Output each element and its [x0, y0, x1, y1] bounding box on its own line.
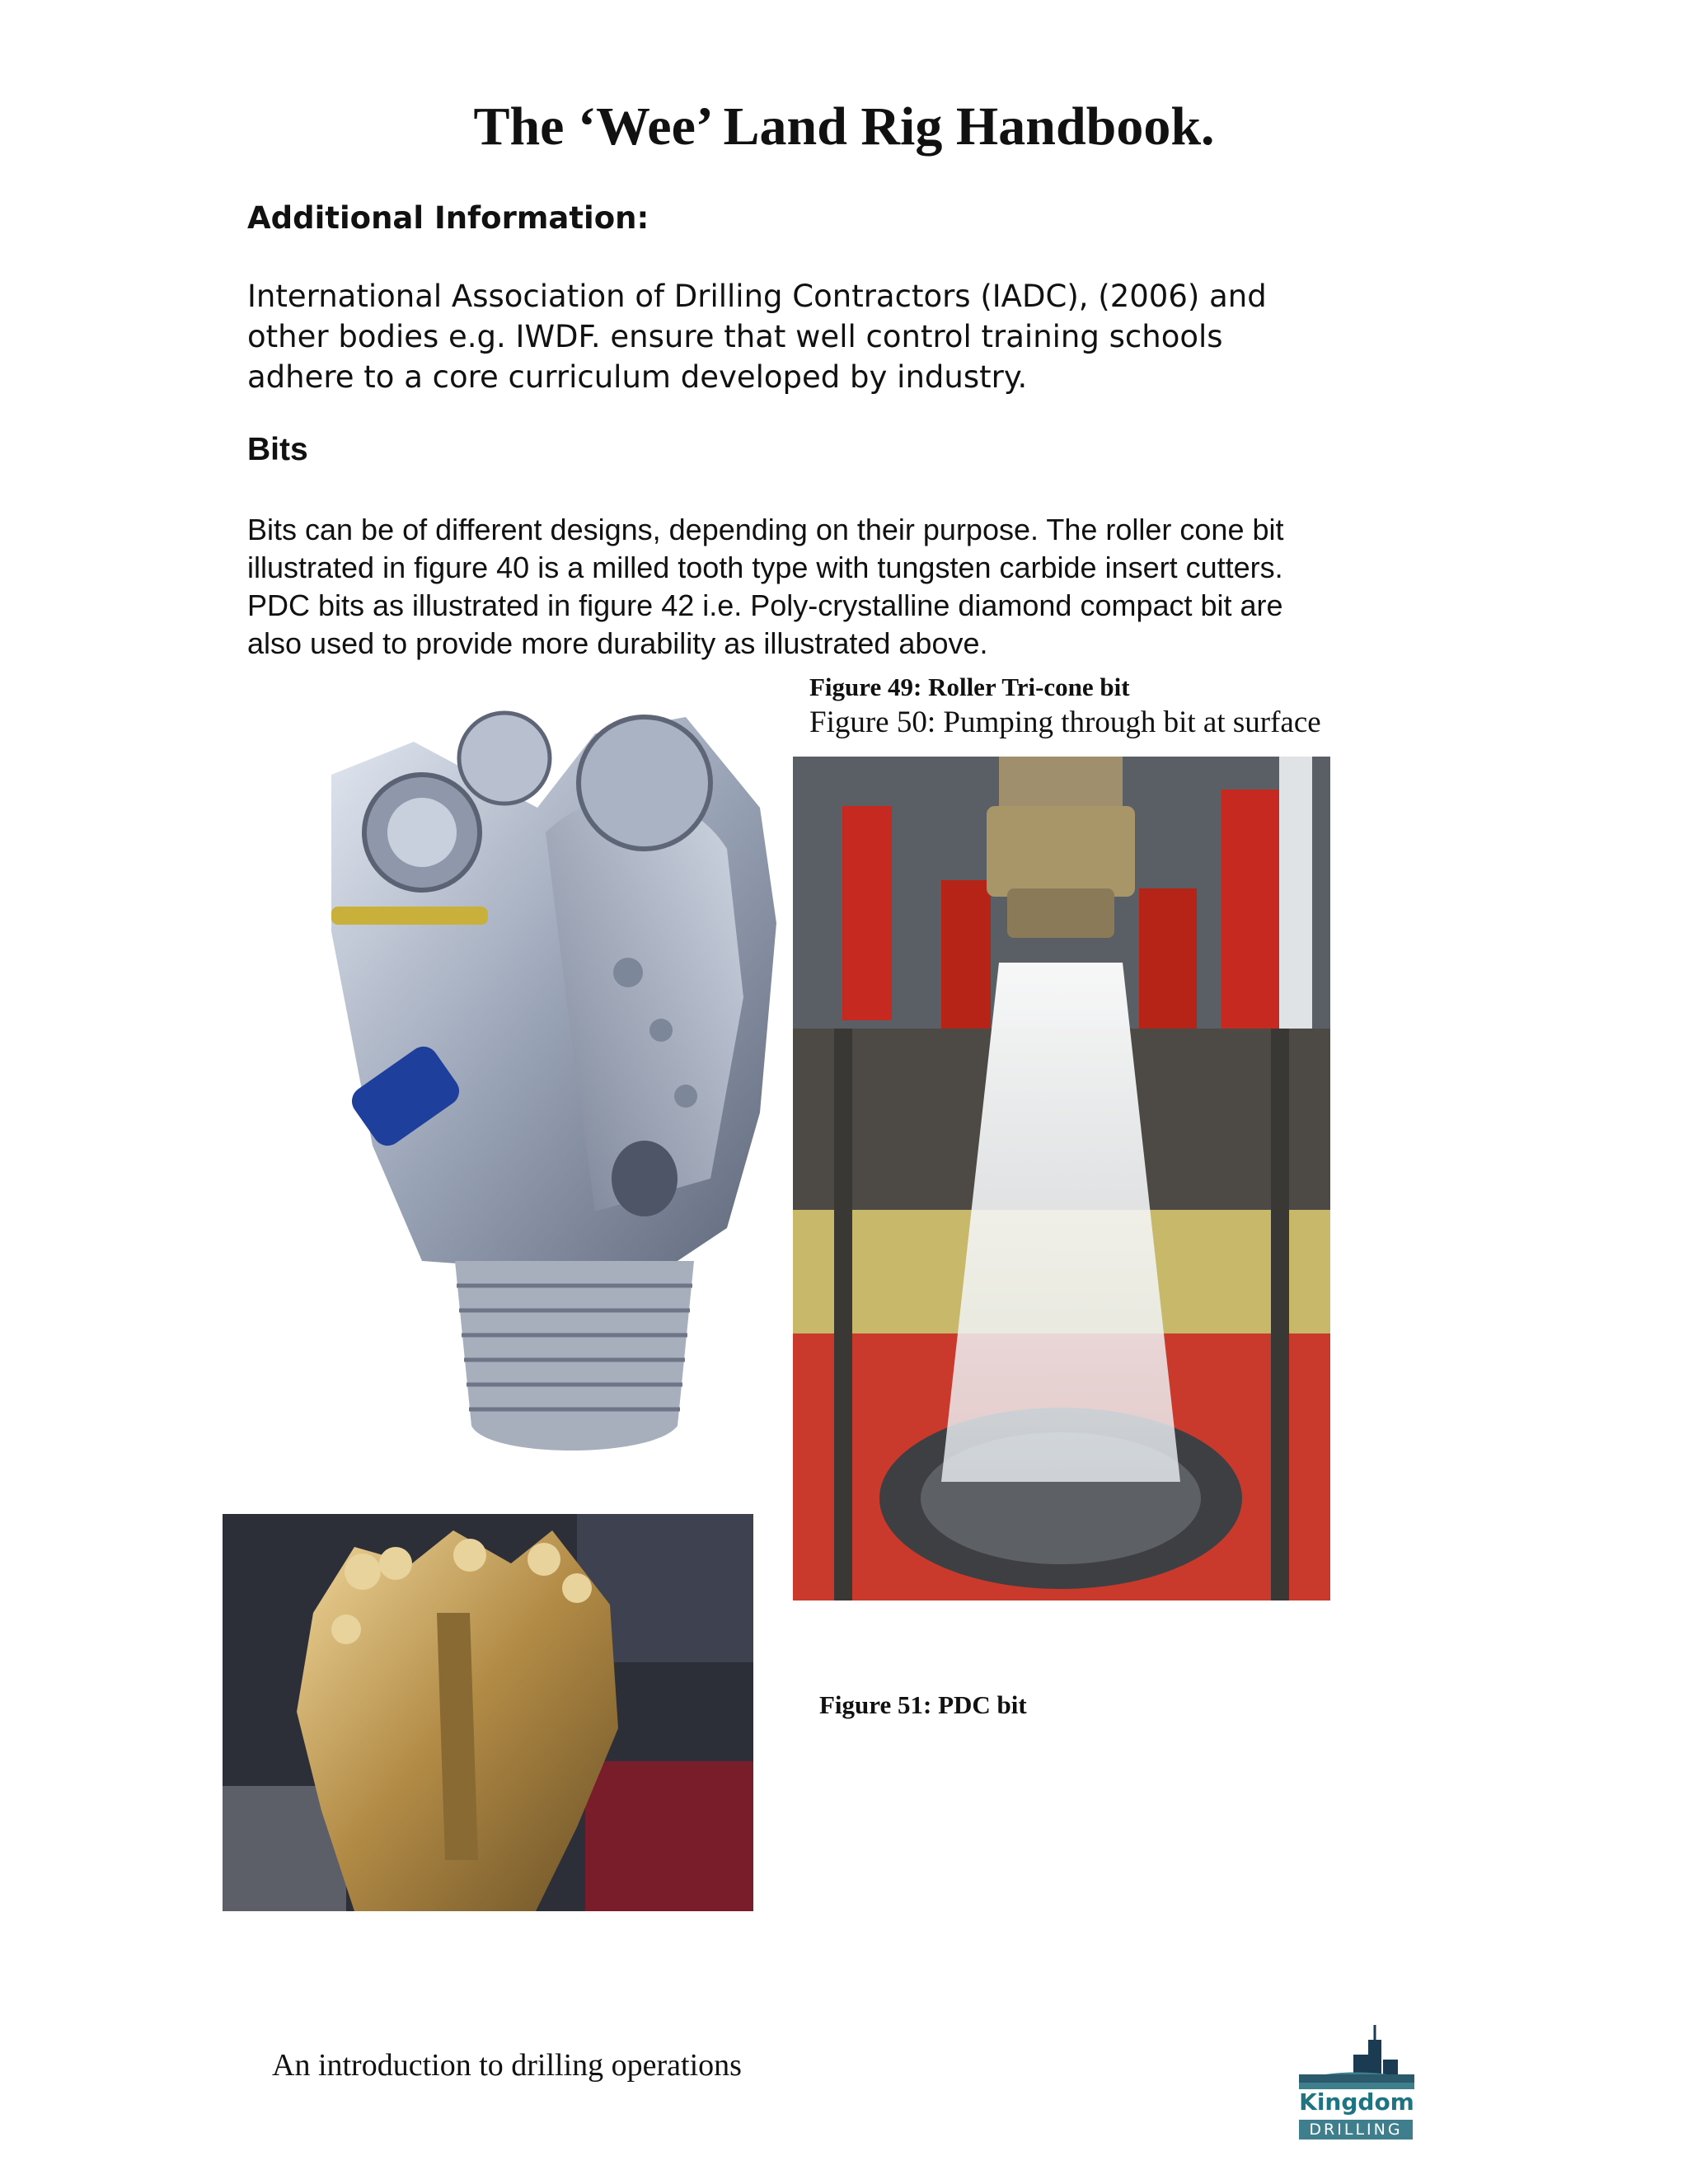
figure-49-caption: Figure 49: Roller Tri-cone bit	[809, 673, 1130, 701]
additional-information-heading: Additional Information:	[247, 200, 649, 236]
figure-50-caption: Figure 50: Pumping through bit at surface	[809, 705, 1321, 739]
bits-paragraph: Bits can be of different designs, depending on their purpose. The roller cone bit illustrated in figure 40 is a milled tooth type with tungsten carbide insert cutters. PDC bits as illustrated in figure 42 i.e. Poly-crystalline diamond compact bit are also used to provide more durability as illustrated above.	[247, 513, 1284, 660]
bits-heading: Bits	[247, 432, 308, 467]
pdc-bit-image	[223, 1514, 753, 1911]
tricone-bit-image	[298, 684, 783, 1459]
page-title: The ‘Wee’ Land Rig Handbook.	[473, 96, 1215, 157]
rig-skyline-icon	[1294, 2023, 1419, 2089]
pumping-through-bit-image	[793, 757, 1330, 1601]
footer-text: An introduction to drilling operations	[272, 2048, 742, 2083]
figure-51-caption: Figure 51: PDC bit	[819, 1690, 1027, 1719]
logo-word-drilling: DRILLING	[1299, 2120, 1413, 2139]
kingdom-drilling-logo	[1294, 2023, 1419, 2147]
logo-word-kingdom: Kingdom	[1299, 2088, 1414, 2116]
additional-information-paragraph: International Association of Drilling Contractors (IADC), (2006) and other bodies e.g. IWDF. ensure that well control training schools adhere to a core curriculum developed by industry.	[247, 279, 1267, 395]
